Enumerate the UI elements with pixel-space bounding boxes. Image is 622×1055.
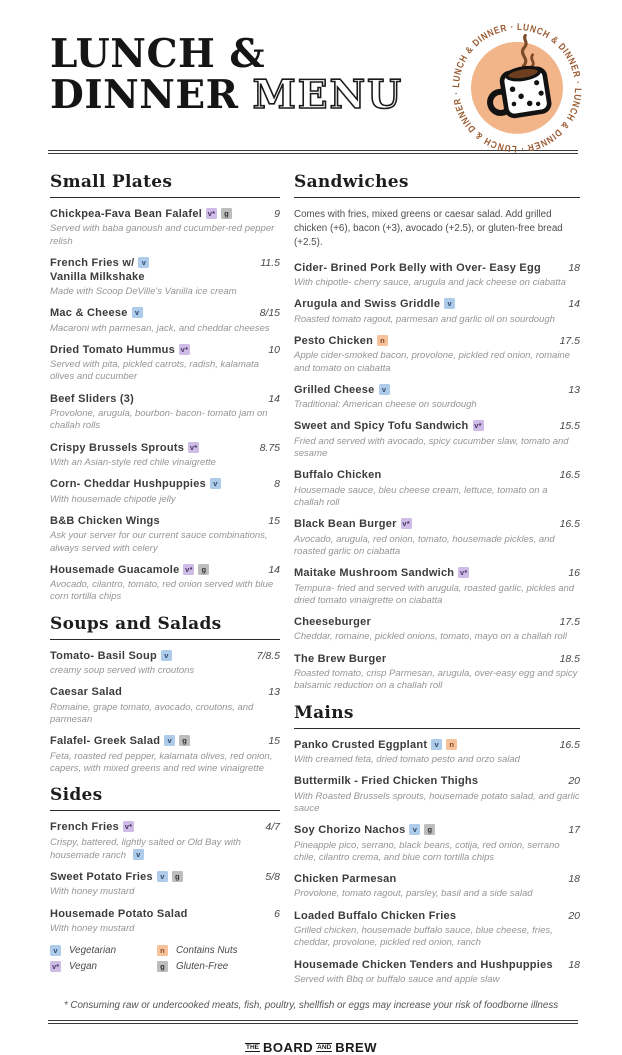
item-price: 15	[268, 735, 280, 748]
page-title	[50, 31, 404, 118]
diet-badge-n: n	[446, 739, 457, 750]
item-name: Chicken Parmesan	[294, 873, 397, 886]
item-price: 14	[268, 563, 280, 576]
brand-word-board: BOARD	[263, 1040, 314, 1055]
item-row	[294, 653, 580, 667]
item-name: Beef Sliders (3)	[50, 392, 135, 405]
item-name: Housemade Guacamole v* g	[50, 564, 209, 578]
item-name: Sweet and Spicy Tofu Sandwich v*	[294, 420, 482, 433]
diet-badge-vg: v*	[474, 421, 482, 431]
legend-label: Contains Nuts	[175, 945, 238, 957]
brand-word-the: THE	[246, 1044, 259, 1052]
item-price: 8/15	[259, 307, 280, 320]
title-line-2: DINNER	[50, 71, 239, 118]
menu-section-soups-and-salads	[50, 614, 280, 775]
menu-section-sandwiches	[294, 172, 580, 693]
item-name: Loaded Buffalo Chicken Fries	[294, 909, 457, 922]
item-price: 16.5	[559, 518, 580, 531]
item-name: Buttermilk - Fried Chicken Thighs	[294, 775, 479, 788]
item-price: 20	[568, 909, 580, 922]
menu-item	[294, 959, 580, 987]
item-price: 15.5	[559, 420, 580, 433]
item-description: Roasted tomato, crisp Parmesan, arugula, over-easy egg and spicy balsamic reduction on a challah roll	[294, 668, 578, 692]
brand-word-brew: BREW	[335, 1040, 377, 1055]
diet-badge-g: g	[198, 564, 209, 575]
brand-word-and: AND	[317, 1044, 332, 1052]
item-price: 16	[568, 567, 580, 580]
menu-item	[50, 393, 280, 433]
diet-badge-vg: v*	[402, 519, 410, 529]
menu-item	[294, 616, 580, 644]
item-description: With Roasted Brussels sprouts, housemade potato salad, and garlic sauce	[294, 790, 580, 814]
item-row	[50, 442, 280, 456]
menu-section-mains	[294, 703, 580, 987]
diet-badge-g: g	[157, 961, 168, 972]
item-row	[294, 910, 580, 924]
item-price: 15	[268, 514, 280, 527]
steam-icon-2	[532, 55, 534, 67]
diet-badge-g: g	[179, 735, 190, 746]
menu-item	[50, 908, 280, 936]
item-name: Panko Crusted Eggplant v n	[294, 739, 457, 753]
item-row	[50, 478, 280, 492]
item-name: Black Bean Burger v*	[294, 518, 410, 531]
item-description: Cheddar, romaine, pickled onions, tomato, mayo on a challah roll	[294, 631, 568, 643]
item-row	[294, 298, 580, 312]
item-row	[50, 257, 280, 271]
title-accent-menu: MENU	[252, 71, 404, 118]
item-row	[50, 650, 280, 664]
item-description: Traditional: American cheese on sourdough	[294, 399, 477, 411]
item-name: Maitake Mushroom Sandwich v*	[294, 567, 468, 580]
item-price: 8	[274, 478, 280, 491]
menu-item	[294, 518, 580, 558]
diet-badge-v: v	[164, 735, 175, 746]
item-description: Pineapple pico, serrano, black beans, cotija, red onion, serrano chile, cilantro crema, and blue corn tortilla chips	[294, 839, 560, 863]
menu-item	[50, 208, 280, 248]
item-price: 14	[268, 392, 280, 405]
item-name: Mac & Cheese v	[50, 307, 143, 321]
item-name: Caesar Salad	[50, 686, 123, 699]
item-name: Pesto Chicken n	[294, 335, 388, 349]
item-price: 14	[568, 298, 580, 311]
section-title: Sandwiches	[294, 172, 580, 198]
legend-entry	[50, 945, 157, 956]
menu-item	[50, 515, 280, 555]
item-description: With housemade chipotle jelly	[50, 493, 176, 505]
menu-item	[294, 873, 580, 901]
item-description: Served with pita, pickled carrots, radish, kalamata olives and cucumber	[50, 359, 260, 383]
item-row	[50, 515, 280, 529]
diet-badge-vg: v*	[180, 344, 189, 354]
legend-label: Vegan	[69, 961, 97, 973]
item-row	[50, 393, 280, 407]
diet-badge-v: v	[133, 849, 144, 860]
menu-item	[294, 739, 580, 767]
item-description: Roasted tomato ragout, parmesan and garlic oil on sourdough	[294, 313, 555, 325]
logo-ring-text: LUNCH & DINNER · LUNCH & DINNER · LUNCH & DINNER · LUNCH & DINNER ·	[450, 21, 584, 154]
item-name: Crispy Brussels Sprouts v*	[50, 441, 198, 454]
item-name: Cider- Brined Pork Belly with Over- Easy Egg	[294, 261, 541, 274]
item-description: Housemade sauce, bleu cheese cream, lettuce, tomato on a challah roll	[294, 484, 548, 508]
diet-badge-v: v	[157, 871, 168, 882]
menu-item	[294, 910, 580, 950]
item-description: Fried and served with avocado, spicy cucumber slaw, tomato and sesame	[294, 435, 569, 460]
item-name: Corn- Cheddar Hushpuppies v	[50, 478, 221, 492]
item-description: Served with baba ganoush and cucumber-red pepper relish	[50, 223, 275, 247]
item-name: Buffalo Chicken	[294, 469, 382, 482]
menu-item	[50, 650, 280, 678]
legend-entry	[157, 945, 280, 956]
menu-item	[294, 420, 580, 460]
item-name: Sweet Potato Fries v g	[50, 871, 183, 885]
diet-badge-vg: v*	[124, 822, 133, 832]
menu-item	[50, 871, 280, 899]
menu-item	[294, 298, 580, 326]
item-row	[294, 518, 580, 532]
diet-badge-v: v	[409, 824, 420, 835]
section-title: Mains	[294, 703, 580, 729]
item-description: Avocado, cilantro, tomato, red onion served with blue corn tortilla chips	[50, 579, 274, 603]
menu-item	[50, 478, 280, 506]
item-row	[294, 959, 580, 973]
menu-item	[50, 686, 280, 726]
diet-badge-v: v	[210, 478, 221, 489]
menu-item	[294, 469, 580, 509]
lunch-dinner-logo	[448, 18, 586, 156]
item-description: With chipotle- cherry sauce, arugula and jack cheese on ciabatta	[294, 276, 566, 288]
diet-badge-v: v	[431, 739, 442, 750]
item-row	[50, 564, 280, 578]
item-price: 6	[274, 907, 280, 920]
item-price: 8.75	[259, 441, 280, 454]
item-description: Apple cider-smoked bacon, provolone, pickled red onion, romaine and tomato on ciabatta	[294, 350, 571, 374]
diet-badge-v: v	[138, 257, 149, 268]
item-row	[294, 335, 580, 349]
menu-item	[294, 335, 580, 375]
item-description: creamy soup served with croutons	[50, 665, 195, 677]
section-title: Soups and Salads	[50, 614, 280, 640]
legend-entry	[50, 961, 157, 972]
menu-item	[50, 821, 280, 862]
menu-item	[294, 775, 580, 815]
menu-header	[0, 0, 622, 154]
item-price: 16.5	[559, 738, 580, 751]
menu-item	[50, 564, 280, 604]
item-description: With honey mustard	[50, 886, 135, 898]
item-description: Made with Scoop DeVille's Vanilla ice cream	[50, 285, 237, 297]
item-name: Falafel- Greek Salad v g	[50, 735, 190, 749]
menu-item	[294, 384, 580, 412]
item-row	[294, 775, 580, 789]
diet-badge-n: n	[157, 945, 168, 956]
diet-badge-v: v	[50, 945, 61, 956]
diet-badge-vg: v*	[51, 962, 60, 972]
item-row	[50, 871, 280, 885]
menu-section-sides	[50, 785, 280, 935]
item-name: Dried Tomato Hummus v*	[50, 343, 189, 356]
item-name: The Brew Burger	[294, 652, 387, 665]
item-row	[294, 873, 580, 887]
menu-section-small-plates	[50, 172, 280, 604]
item-price: 4/7	[265, 821, 280, 834]
item-name: Cheeseburger	[294, 616, 371, 629]
item-row	[294, 420, 580, 434]
item-row	[294, 262, 580, 276]
item-price: 11.5	[260, 256, 280, 269]
diet-badge-v: v	[379, 384, 390, 395]
item-row	[50, 307, 280, 321]
logo-svg	[448, 18, 586, 156]
item-name: Grilled Cheese v	[294, 384, 390, 398]
item-description: Romaine, grape tomato, avocado, croutons, and parmesan	[50, 701, 254, 725]
item-name: B&B Chicken Wings	[50, 514, 160, 527]
item-price: 13	[568, 383, 580, 396]
item-description: Grilled chicken, housemade buffalo sauce, blue cheese, fries, cheddar, provolone, pickled red onion, ranch	[294, 925, 553, 949]
diet-badge-v: v	[444, 298, 455, 309]
section-title: Sides	[50, 785, 280, 811]
menu-item	[50, 442, 280, 470]
menu-item	[50, 307, 280, 335]
item-row	[50, 821, 280, 835]
menu-item	[294, 262, 580, 290]
item-price: 7/8.5	[256, 649, 280, 662]
item-description: Served with Bbq or buffalo sauce and apple slaw	[294, 973, 500, 985]
item-row	[50, 208, 280, 222]
item-row	[50, 908, 280, 922]
legend-entry	[157, 961, 280, 972]
diet-badge-g: g	[221, 208, 232, 219]
health-disclaimer: * Consuming raw or undercooked meats, fish, poultry, shellfish or eggs may increase your risk of foodborne illness	[63, 1000, 559, 1012]
item-name-line2: Vanilla Milkshake	[50, 270, 145, 283]
diet-badge-vg: v*	[459, 568, 468, 578]
title-line-1: LUNCH &	[50, 31, 266, 77]
diet-badge-vg: v*	[207, 209, 216, 218]
item-description: Tempura- fried and served with arugula, roasted garlic, pickles and dried tomato vinaigrette on ciabatta	[294, 582, 575, 606]
item-price: 17.5	[559, 616, 580, 629]
item-name: Soy Chorizo Nachos v g	[294, 824, 435, 838]
diet-badge-n: n	[377, 335, 388, 346]
menu-item	[50, 257, 280, 298]
item-description: With honey mustard	[50, 923, 135, 935]
item-name: French Fries w/ v	[50, 257, 149, 271]
menu-item	[294, 824, 580, 864]
item-row	[294, 616, 580, 630]
item-row	[294, 739, 580, 753]
diet-badge-vg: v*	[189, 442, 198, 452]
item-description: Crispy, battered, lightly salted or Old Bay with housemade ranch v	[50, 836, 241, 861]
item-description: Ask your server for our current sauce combinations, always served with celery	[50, 530, 268, 554]
item-row	[294, 469, 580, 483]
diet-badge-v: v	[132, 307, 143, 318]
menu-item	[50, 344, 280, 384]
item-description: Provolone, arugula, bourbon- bacon- tomato jam on challah rolls	[50, 408, 268, 432]
item-price: 5/8	[265, 871, 280, 884]
item-row	[50, 735, 280, 749]
item-price: 18	[568, 261, 580, 274]
item-row	[294, 384, 580, 398]
item-price: 13	[268, 686, 280, 699]
legend-label: Vegetarian	[69, 945, 117, 957]
item-name: Chickpea-Fava Bean Falafel v* g	[50, 208, 232, 222]
item-price: 20	[568, 775, 580, 788]
item-description: With an Asian-style red chile vinaigrette	[50, 457, 216, 468]
item-description: Avocado, arugula, red onion, tomato, housemade pickles, and roasted garlic on ciabatta	[294, 533, 555, 557]
item-price: 17	[568, 824, 580, 837]
item-row	[50, 686, 280, 700]
item-price: 18.5	[559, 652, 580, 665]
item-price: 16.5	[559, 469, 580, 482]
menu-content	[0, 154, 622, 996]
diet-legend	[50, 945, 280, 972]
diet-badge-v: v	[161, 650, 172, 661]
item-row	[294, 824, 580, 838]
item-price: 18	[568, 958, 580, 971]
item-description: Macaroni wth parmesan, jack, and cheddar cheeses	[50, 322, 270, 334]
item-name: Housemade Potato Salad	[50, 907, 188, 920]
item-price: 17.5	[559, 334, 580, 347]
legend-label: Gluten-Free	[175, 961, 229, 973]
item-name: Housemade Chicken Tenders and Hushpuppies	[294, 958, 553, 971]
item-name: Arugula and Swiss Griddle v	[294, 298, 455, 312]
item-name: Tomato- Basil Soup v	[50, 650, 172, 664]
item-description: Provolone, tomato ragout, parsley, basil and a side salad	[294, 888, 533, 900]
section-intro: Comes with fries, mixed greens or caesar salad. Add grilled chicken (+6), bacon (+3), avocado (+2.5), or gluten-free bread (+2.5).	[294, 209, 563, 248]
item-description: Feta, roasted red pepper, kalamata olives, red onion, capers, with mixed greens and red wine vinaigrette	[50, 750, 273, 774]
board-and-brew-logo	[0, 1040, 622, 1055]
section-title: Small Plates	[50, 172, 280, 198]
left-column	[50, 172, 280, 996]
item-price: 9	[274, 208, 280, 220]
right-column	[294, 172, 580, 996]
item-description: With creamed feta, dried tomato pesto and orzo salad	[294, 753, 520, 765]
item-row-2	[50, 271, 280, 285]
diet-badge-g: g	[172, 871, 183, 882]
item-price: 10	[268, 343, 280, 356]
menu-item	[294, 567, 580, 607]
menu-item	[294, 653, 580, 693]
menu-item	[50, 735, 280, 775]
item-name: French Fries v*	[50, 821, 133, 834]
diet-badge-vg: v*	[185, 564, 193, 574]
diet-badge-g: g	[424, 824, 435, 835]
item-row	[50, 344, 280, 358]
item-row	[294, 567, 580, 581]
item-price: 18	[568, 873, 580, 886]
